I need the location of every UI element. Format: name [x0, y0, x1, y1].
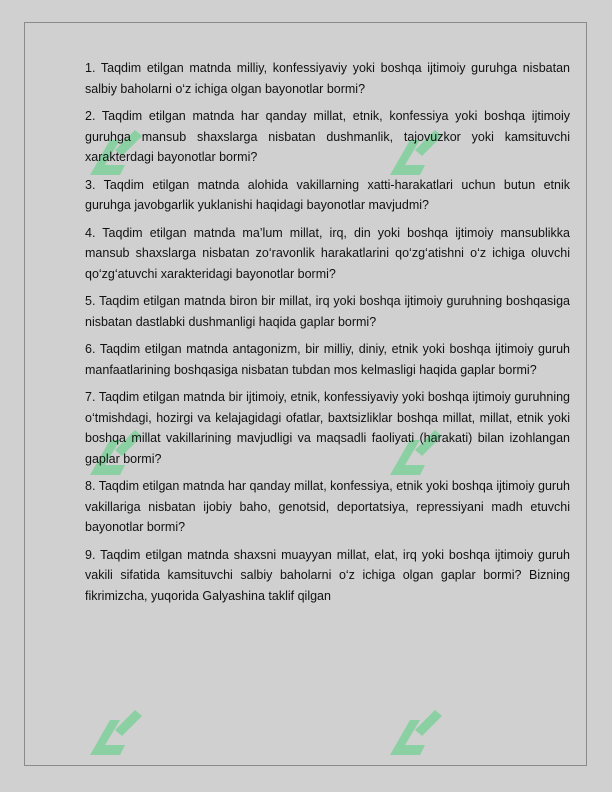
question-8: 8. Taqdim etilgan matnda har qanday millat, konfessiya, etnik yoki boshqa ijtimoiy guruh vakillariga nisbatan ijobiy baho, genotsid, deportatsiya, repressiyani madh etuvchi bayonotlar bormi?: [85, 479, 570, 534]
document-body: [85, 58, 570, 613]
question-1: 1. Taqdim etilgan matnda milliy, konfessiyaviy yoki boshqa ijtimoiy guruhga nisbatan salbiy baholarni o‘z ichiga olgan bayonotlar bormi?: [85, 61, 570, 96]
question-3: 3. Taqdim etilgan matnda alohida vakillarning xatti-harakatlari uchun butun etnik guruhga javobgarlik yuklanishi haqidagi bayonotlar mavjudmi?: [85, 177, 570, 212]
question-4: 4. Taqdim etilgan matnda ma’lum millat, irq, din yoki boshqa ijtimoiy mansublikka mansub shaxslarga nisbatan zo‘ravonlik harakatlarini qo‘zg‘atishni o‘z ichiga oluvchi qo‘zg‘atuvchi xarakteridagi bayonotlar bormi?: [85, 225, 570, 281]
question-5: 5. Taqdim etilgan matnda biron bir millat, irq yoki boshqa ijtimoiy guruhning boshqasiga nisbatan dastlabki dushmanligi haqida gaplar bormi?: [85, 294, 570, 329]
question-6: 6. Taqdim etilgan matnda antagonizm, bir milliy, diniy, etnik yoki boshqa ijtimoiy guruh manfaatlarining boshqasiga nisbatan tubdan mos kelmasligi haqida gaplar bormi?: [85, 342, 570, 377]
question-2: 2. Taqdim etilgan matnda har qanday millat, etnik, konfessiya yoki boshqa ijtimoiy guruhga mansub shaxslarga nisbatan dushmanlik, tajovuzkor yoki kamsituvchi xarakterdagi bayonotlar bormi?: [85, 109, 570, 164]
question-9: 9. Taqdim etilgan matnda shaxsni muayyan millat, elat, irq yoki boshqa ijtimoiy guruh vakili sifatida kamsituvchi salbiy baholarni o‘z ichiga olgan gaplar bormi? Bizning fikrimizcha, yuqorida Galyashina taklif qilgan: [85, 547, 570, 603]
question-7: 7. Taqdim etilgan matnda bir ijtimoiy, etnik, konfessiyaviy yoki boshqa ijtimoiy guruhning o‘tmishdagi, hozirgi va kelajagidagi ofatlar, baxtsizliklar boshqa millat, millat, etnik yoki boshqa millat vakillarining mavjudligi va maqsadli faoliyati (harakati) bilan izohlangan gaplar bormi?: [85, 390, 570, 466]
